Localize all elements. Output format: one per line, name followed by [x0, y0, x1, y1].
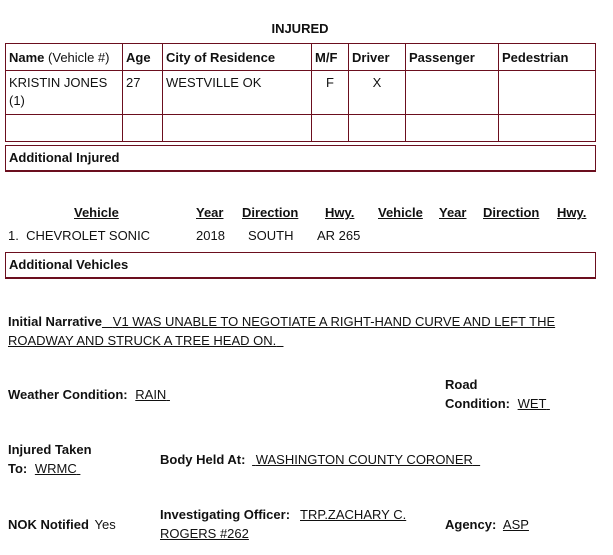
road-field — [445, 396, 550, 411]
header-driver: Driver — [349, 44, 406, 71]
injured-taken-value: WRMC — [34, 461, 77, 476]
cell-name: KRISTIN JONES (1) — [6, 71, 123, 115]
section-title-injured: INJURED — [271, 21, 329, 36]
header-age: Age — [123, 44, 163, 71]
officer-label: Investigating Officer: — [160, 507, 291, 522]
cell-city: WESTVILLE OK — [163, 71, 312, 115]
cell-driver: X — [349, 71, 406, 115]
road-value: WET — [517, 396, 547, 411]
nok-value: Yes — [94, 517, 116, 532]
header-sex: M/F — [312, 44, 349, 71]
agency-value: ASP — [502, 517, 529, 532]
body-held-field — [160, 452, 480, 467]
weather-field — [8, 387, 170, 402]
injured-taken-label-line2: To: — [8, 461, 28, 476]
narrative — [8, 312, 588, 350]
header-passenger: Passenger — [406, 44, 499, 71]
additional-vehicles-bar[interactable]: Additional Vehicles — [5, 252, 596, 279]
vehicle-header-2: Vehicle — [378, 205, 423, 220]
year-header: Year — [196, 205, 224, 220]
cell-sex: F — [312, 71, 349, 115]
direction-header-2: Direction — [483, 205, 540, 220]
narrative-label: Initial Narrative — [8, 314, 102, 329]
officer-value-line2: ROGERS #262 — [160, 526, 249, 541]
hwy-header-2: Hwy. — [557, 205, 587, 220]
nok-field — [8, 517, 116, 532]
table-row — [6, 71, 596, 115]
body-held-label: Body Held At: — [160, 452, 246, 467]
injured-taken-field — [8, 461, 80, 476]
vehicle-header: Vehicle — [74, 205, 119, 220]
vehicle-cell: 1. CHEVROLET SONIC — [8, 228, 151, 243]
nok-label: NOK Notified — [8, 517, 89, 532]
cell-age: 27 — [123, 71, 163, 115]
cell-pedestrian — [499, 71, 596, 115]
header-city: City of Residence — [163, 44, 312, 71]
additional-injured-bar[interactable]: Additional Injured — [5, 145, 596, 172]
direction-header: Direction — [242, 205, 299, 220]
year-cell: 2018 — [196, 228, 225, 243]
cell-passenger — [406, 71, 499, 115]
agency-label: Agency: — [445, 517, 497, 532]
road-label-line1: Road — [445, 377, 478, 392]
injured-table-header-row — [6, 44, 596, 71]
weather-value: RAIN — [135, 387, 167, 402]
body-held-value: WASHINGTON COUNTY CORONER — [255, 452, 473, 467]
year-header-2: Year — [439, 205, 467, 220]
narrative-text: V1 WAS UNABLE TO NEGOTIATE A RIGHT-HAND CURVE AND LEFT THE ROADWAY AND STRUCK A TREE HEAD ON. — [8, 314, 556, 348]
agency-field — [445, 517, 529, 532]
table-row-empty — [6, 115, 596, 142]
road-label-line2: Condition: — [445, 396, 510, 411]
injured-taken-label-line1: Injured Taken — [8, 442, 92, 457]
officer-value-line1: TRP.ZACHARY C. — [300, 507, 407, 522]
hwy-cell: AR 265 — [317, 228, 361, 243]
header-name: Name (Vehicle #) — [6, 44, 123, 71]
direction-cell: SOUTH — [248, 228, 294, 243]
hwy-header: Hwy. — [325, 205, 355, 220]
header-pedestrian: Pedestrian — [499, 44, 596, 71]
weather-label: Weather Condition: — [8, 387, 128, 402]
injured-table — [5, 43, 596, 142]
